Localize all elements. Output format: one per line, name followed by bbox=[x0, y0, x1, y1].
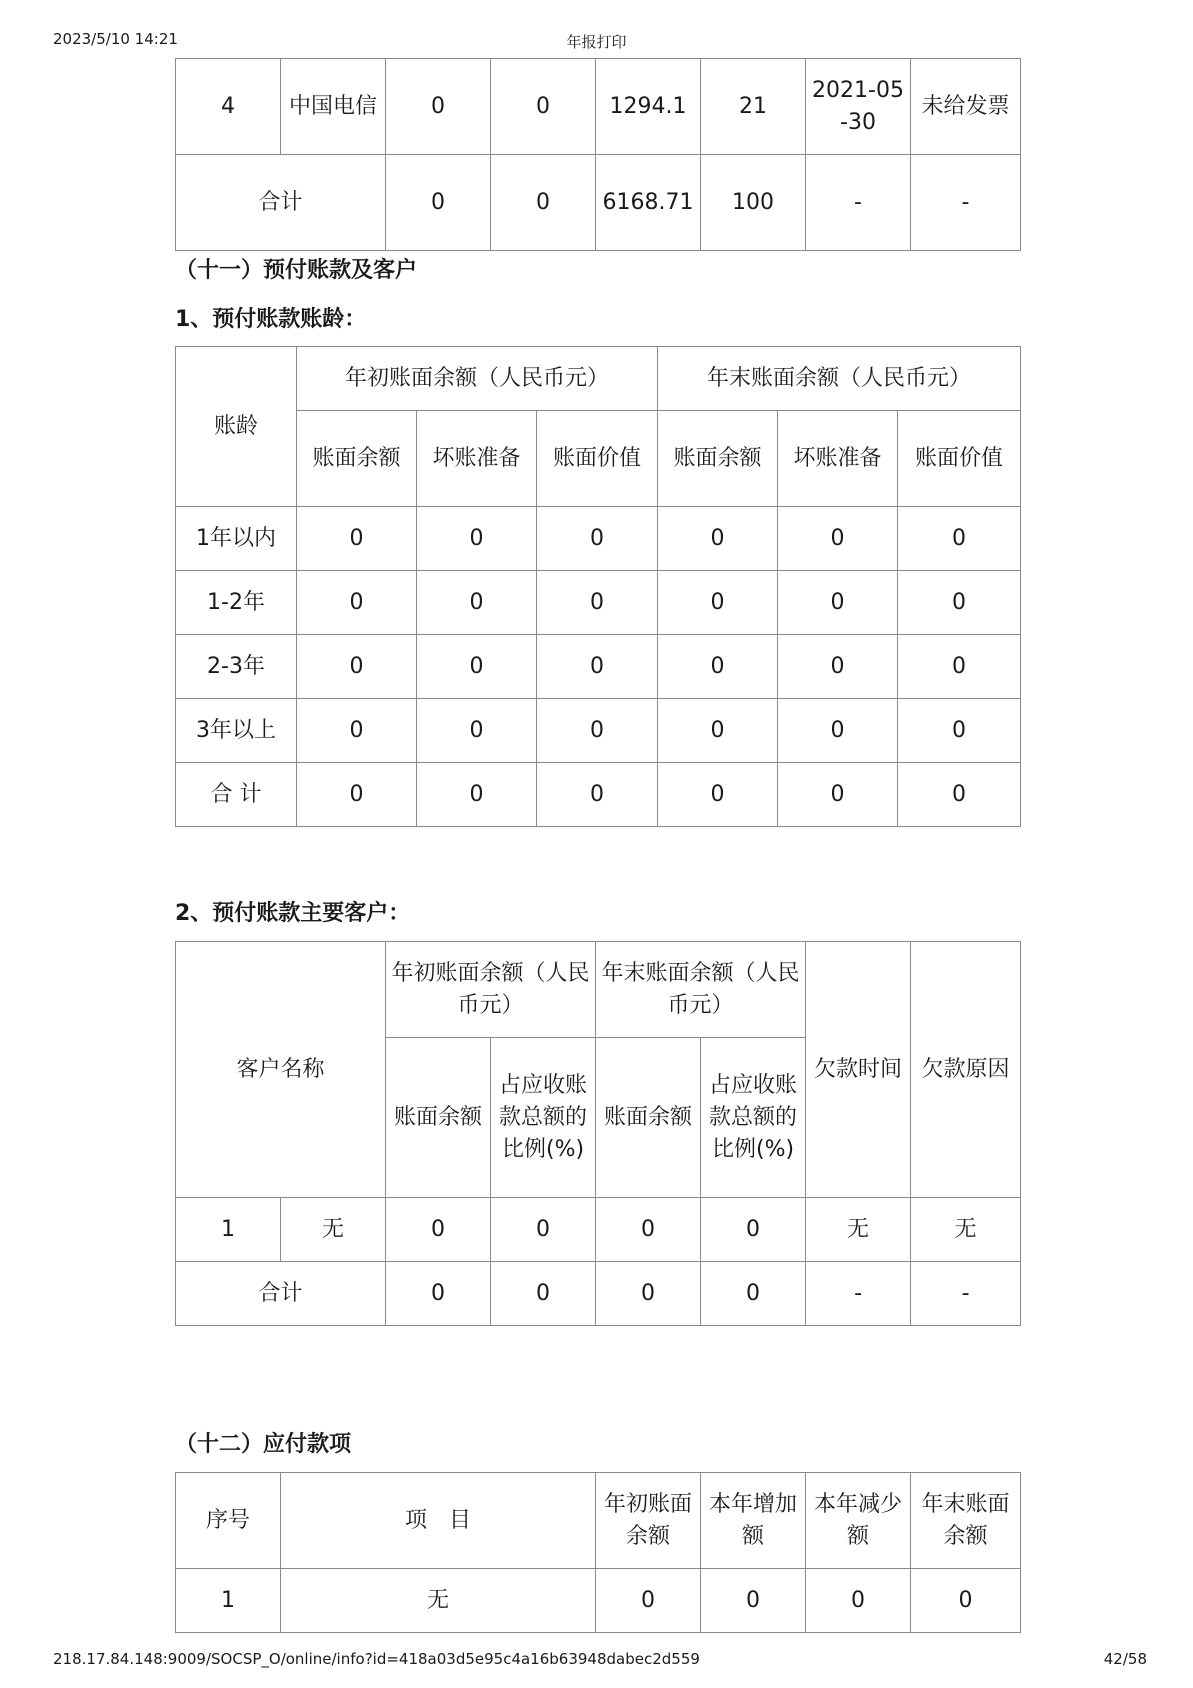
prepayment-aging-table bbox=[175, 346, 1021, 827]
column-header: 坏账准备 bbox=[417, 411, 537, 507]
row-label: 2-3年 bbox=[176, 635, 297, 699]
table-row bbox=[176, 1198, 1021, 1262]
table-cell: 0 bbox=[417, 571, 537, 635]
table-cell: - bbox=[806, 155, 911, 251]
table-total-row bbox=[176, 1262, 1021, 1326]
column-header: 客户名称 bbox=[176, 942, 386, 1198]
column-header: 坏账准备 bbox=[778, 411, 898, 507]
top-continuation-table bbox=[175, 58, 1021, 251]
column-group-header: 年末账面余额（人民币元） bbox=[658, 347, 1021, 411]
column-header: 账面余额 bbox=[386, 1038, 491, 1198]
table-cell: 0 bbox=[491, 1262, 596, 1326]
section-11-subtitle-1: 1、预付账款账龄： bbox=[175, 307, 367, 332]
column-header: 账面余额 bbox=[658, 411, 778, 507]
page-header-title: 年报打印 bbox=[566, 33, 627, 51]
table-cell: 0 bbox=[701, 1569, 806, 1633]
table-cell: 0 bbox=[806, 1569, 911, 1633]
column-header: 占应收账款总额的比例(%) bbox=[491, 1038, 596, 1198]
table-header-row bbox=[176, 1473, 1021, 1569]
table-cell: 0 bbox=[417, 635, 537, 699]
section-11-title: （十一）预付账款及客户 bbox=[175, 258, 418, 283]
table-header-row bbox=[176, 347, 1021, 411]
table-cell: 无 bbox=[806, 1198, 911, 1262]
table-cell: 0 bbox=[911, 1569, 1021, 1633]
column-group-header: 年末账面余额（人民币元） bbox=[596, 942, 806, 1038]
section-12-title: （十二）应付款项 bbox=[175, 1432, 352, 1457]
table-cell: 未给发票 bbox=[911, 59, 1021, 155]
table-cell: 0 bbox=[701, 1262, 806, 1326]
table-cell: 0 bbox=[658, 763, 778, 827]
column-header: 欠款原因 bbox=[911, 942, 1021, 1198]
table-cell: 0 bbox=[778, 699, 898, 763]
table-cell: 0 bbox=[778, 635, 898, 699]
table-cell: 0 bbox=[898, 571, 1021, 635]
column-header: 年初账面余额 bbox=[596, 1473, 701, 1569]
table-cell: 无 bbox=[281, 1569, 596, 1633]
table-cell: 0 bbox=[491, 59, 596, 155]
table-cell: - bbox=[806, 1262, 911, 1326]
column-group-header: 年初账面余额（人民币元） bbox=[297, 347, 658, 411]
table-cell: 6168.71 bbox=[596, 155, 701, 251]
table-cell: 0 bbox=[386, 155, 491, 251]
prepayment-customers-table bbox=[175, 941, 1021, 1326]
table-cell: 合计 bbox=[176, 1262, 386, 1326]
table-cell: 0 bbox=[898, 699, 1021, 763]
column-header: 账面价值 bbox=[537, 411, 658, 507]
table-cell: 0 bbox=[537, 699, 658, 763]
column-header: 占应收账款总额的比例(%) bbox=[701, 1038, 806, 1198]
column-header: 序号 bbox=[176, 1473, 281, 1569]
table-cell: 0 bbox=[491, 155, 596, 251]
table-cell: 0 bbox=[898, 763, 1021, 827]
column-header: 账面价值 bbox=[898, 411, 1021, 507]
table-cell: 0 bbox=[658, 635, 778, 699]
table-cell: 0 bbox=[596, 1262, 701, 1326]
section-11-subtitle-2: 2、预付账款主要客户： bbox=[175, 901, 411, 926]
table-cell: 1 bbox=[176, 1198, 281, 1262]
table-cell: 0 bbox=[778, 571, 898, 635]
column-header: 项 目 bbox=[281, 1473, 596, 1569]
column-header: 账面余额 bbox=[596, 1038, 701, 1198]
table-cell: 中国电信 bbox=[281, 59, 386, 155]
table-cell: 100 bbox=[701, 155, 806, 251]
table-row bbox=[176, 699, 1021, 763]
page-number: 42/58 bbox=[1103, 1650, 1147, 1668]
column-header: 欠款时间 bbox=[806, 942, 911, 1198]
table-cell: 合计 bbox=[176, 155, 386, 251]
table-cell: 0 bbox=[297, 571, 417, 635]
table-cell: 0 bbox=[537, 635, 658, 699]
print-datetime: 2023/5/10 14:21 bbox=[53, 30, 178, 48]
table-cell: 1 bbox=[176, 1569, 281, 1633]
table-cell: 无 bbox=[911, 1198, 1021, 1262]
table-row bbox=[176, 59, 1021, 155]
table-cell: 1294.1 bbox=[596, 59, 701, 155]
table-cell: 0 bbox=[596, 1569, 701, 1633]
table-row bbox=[176, 507, 1021, 571]
table-cell: 0 bbox=[417, 507, 537, 571]
table-cell: 0 bbox=[537, 571, 658, 635]
column-header: 本年减少额 bbox=[806, 1473, 911, 1569]
table-cell: 0 bbox=[596, 1198, 701, 1262]
table-cell: - bbox=[911, 1262, 1021, 1326]
table-cell: 0 bbox=[537, 763, 658, 827]
payables-table bbox=[175, 1472, 1021, 1633]
table-cell: 0 bbox=[386, 1198, 491, 1262]
column-header: 本年增加额 bbox=[701, 1473, 806, 1569]
table-cell: 无 bbox=[281, 1198, 386, 1262]
column-header: 年末账面余额 bbox=[911, 1473, 1021, 1569]
table-row bbox=[176, 1569, 1021, 1633]
table-cell: 0 bbox=[417, 699, 537, 763]
table-row bbox=[176, 635, 1021, 699]
table-cell: 0 bbox=[898, 635, 1021, 699]
row-label: 3年以上 bbox=[176, 699, 297, 763]
table-cell: 0 bbox=[658, 507, 778, 571]
table-cell: 2021-05-30 bbox=[806, 59, 911, 155]
table-cell: 0 bbox=[658, 571, 778, 635]
table-subheader-row bbox=[176, 411, 1021, 507]
table-cell: 21 bbox=[701, 59, 806, 155]
column-header: 账龄 bbox=[176, 347, 297, 507]
table-cell: 0 bbox=[297, 507, 417, 571]
table-cell: 0 bbox=[701, 1198, 806, 1262]
table-total-row bbox=[176, 763, 1021, 827]
table-cell: 0 bbox=[297, 635, 417, 699]
table-header-row bbox=[176, 942, 1021, 1038]
table-cell: 0 bbox=[898, 507, 1021, 571]
table-cell: 0 bbox=[778, 507, 898, 571]
table-cell: 0 bbox=[386, 1262, 491, 1326]
table-cell: - bbox=[911, 155, 1021, 251]
table-cell: 0 bbox=[386, 59, 491, 155]
table-cell: 0 bbox=[297, 699, 417, 763]
table-cell: 0 bbox=[417, 763, 537, 827]
column-header: 账面余额 bbox=[297, 411, 417, 507]
table-cell: 0 bbox=[778, 763, 898, 827]
table-cell: 0 bbox=[491, 1198, 596, 1262]
row-label: 1-2年 bbox=[176, 571, 297, 635]
table-row bbox=[176, 571, 1021, 635]
table-total-row bbox=[176, 155, 1021, 251]
row-label: 1年以内 bbox=[176, 507, 297, 571]
row-label: 合 计 bbox=[176, 763, 297, 827]
page-url: 218.17.84.148:9009/SOCSP_O/online/info?id=418a03d5e95c4a16b63948dabec2d559 bbox=[53, 1650, 700, 1668]
table-cell: 4 bbox=[176, 59, 281, 155]
table-cell: 0 bbox=[297, 763, 417, 827]
table-cell: 0 bbox=[658, 699, 778, 763]
table-cell: 0 bbox=[537, 507, 658, 571]
column-group-header: 年初账面余额（人民币元） bbox=[386, 942, 596, 1038]
